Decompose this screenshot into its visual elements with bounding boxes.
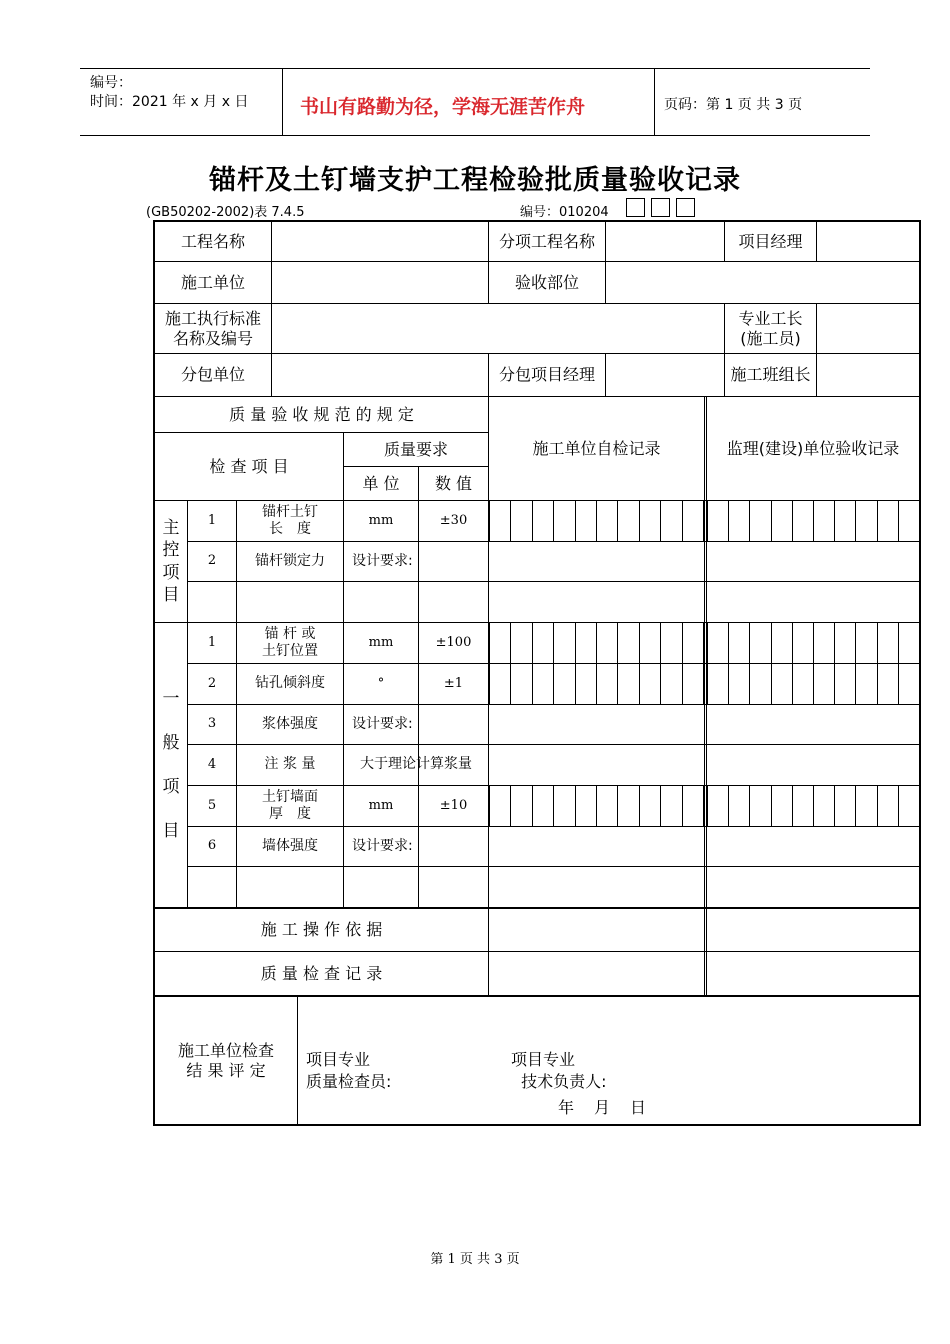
row-rule — [187, 866, 921, 867]
item-requirement: 大于理论计算浆量 — [360, 756, 472, 773]
subcontract-unit-label: 分包单位 — [180, 365, 245, 384]
value-header: 数 值 — [434, 473, 473, 493]
quality-requirement-header: 质量要求 — [383, 439, 448, 459]
foreman-field[interactable] — [817, 304, 919, 353]
item-number: 4 — [207, 756, 217, 772]
operation-basis-field[interactable] — [489, 909, 919, 951]
supervision-cells[interactable] — [707, 623, 920, 663]
item-name: 浆体强度 — [262, 715, 318, 732]
acceptance-part-field[interactable] — [606, 262, 919, 303]
doc-time-label: 时间：2021 年 x 月 x 日 — [90, 94, 249, 110]
item-unit: ° — [377, 675, 385, 691]
standard-reference: (GB50202-2002)表 7.4.5 — [146, 205, 305, 220]
sub-project-name-label: 分项工程名称 — [498, 231, 595, 251]
item-number: 2 — [207, 553, 217, 569]
self-check-cells[interactable] — [489, 501, 704, 541]
supervision-cells[interactable] — [707, 664, 920, 704]
item-value: ±10 — [439, 797, 468, 813]
unit-header: 单 位 — [362, 473, 400, 493]
general-items-group-label: 一 般 项 目 — [162, 688, 180, 842]
sub-project-manager-field[interactable] — [606, 354, 724, 396]
col-rule — [297, 995, 298, 1125]
header-top-rule — [80, 68, 870, 69]
item-number: 2 — [207, 675, 217, 691]
evaluation-date[interactable]: 年 月 日 — [558, 1098, 649, 1117]
foreman-label: 专业工长 (施工员) — [738, 308, 803, 348]
number-box[interactable] — [651, 198, 670, 217]
item-requirement: 设计要求: — [352, 716, 413, 732]
item-name: 锚杆土钉 长 度 — [262, 504, 318, 537]
item-requirement: 设计要求: — [352, 838, 413, 854]
item-unit: mm — [368, 797, 394, 813]
technical-lead-signature[interactable]: 项目专业 技术负责人: — [511, 1050, 607, 1092]
spec-title: 质 量 验 收 规 范 的 规 定 — [229, 404, 414, 424]
number-box[interactable] — [676, 198, 695, 217]
main-items-group-label: 主 控 项 目 — [162, 518, 180, 605]
item-name: 注 浆 量 — [264, 756, 316, 773]
form-number-label: 编号：010204 — [520, 205, 609, 220]
item-name: 土钉墙面 厚 度 — [262, 789, 318, 822]
check-items-header: 检 查 项 目 — [209, 456, 289, 476]
standard-name-field[interactable] — [272, 304, 724, 353]
operation-basis-label: 施 工 操 作 依 据 — [260, 920, 383, 939]
item-number: 1 — [207, 512, 217, 528]
item-name: 墙体强度 — [262, 837, 318, 854]
self-check-header: 施工单位自检记录 — [532, 438, 661, 458]
item-requirement: 设计要求: — [352, 553, 413, 569]
item-name: 锚 杆 或 土钉位置 — [262, 626, 318, 659]
construction-unit-label: 施工单位 — [180, 272, 245, 292]
page-number-label: 页码：第 1 页 共 3 页 — [664, 97, 803, 113]
team-leader-field[interactable] — [817, 354, 919, 396]
item-name: 锚杆锁定力 — [255, 552, 325, 569]
project-manager-field[interactable] — [817, 222, 919, 261]
self-check-cells[interactable] — [489, 664, 704, 704]
item-number: 1 — [207, 634, 217, 650]
project-manager-label: 项目经理 — [738, 231, 803, 251]
item-name: 钻孔倾斜度 — [255, 675, 325, 692]
item-number: 3 — [207, 716, 217, 732]
item-value: ±1 — [443, 675, 464, 691]
row-rule — [187, 581, 921, 582]
evaluation-label: 施工单位检查 结 果 评 定 — [177, 1040, 274, 1080]
self-check-cells[interactable] — [489, 786, 704, 826]
number-box[interactable] — [626, 198, 645, 217]
header-divider — [654, 68, 655, 136]
document-title: 锚杆及土钉墙支护工程检验批质量验收记录 — [209, 165, 741, 196]
sub-project-manager-label: 分包项目经理 — [498, 365, 595, 384]
item-number: 5 — [207, 797, 217, 813]
header-motto: 书山有路勤为径，学海无涯苦作舟 — [300, 96, 586, 118]
header-bottom-rule — [80, 135, 870, 136]
supervision-cells[interactable] — [707, 501, 920, 541]
item-number: 6 — [207, 838, 217, 854]
page-footer: 第 1 页 共 3 页 — [430, 1252, 520, 1267]
item-value: ±30 — [439, 512, 468, 528]
supervision-cells[interactable] — [707, 786, 920, 826]
subcontract-unit-field[interactable] — [272, 354, 488, 396]
sub-project-name-field[interactable] — [606, 222, 724, 261]
acceptance-part-label: 验收部位 — [514, 272, 579, 292]
item-unit: mm — [368, 634, 394, 650]
quality-record-field[interactable] — [489, 952, 919, 995]
header-divider — [282, 68, 283, 136]
project-name-label: 工程名称 — [180, 231, 245, 251]
project-name-field[interactable] — [272, 222, 488, 261]
team-leader-label: 施工班组长 — [730, 365, 811, 384]
col-rule — [704, 396, 705, 996]
doc-code-label: 编号： — [90, 75, 132, 91]
item-value: ±100 — [435, 634, 472, 650]
quality-inspector-signature[interactable]: 项目专业 质量检查员: — [306, 1050, 392, 1092]
construction-unit-field[interactable] — [272, 262, 488, 303]
item-unit: mm — [368, 512, 394, 528]
self-check-cells[interactable] — [489, 623, 704, 663]
standard-name-label: 施工执行标准 名称及编号 — [164, 308, 261, 348]
quality-record-label: 质 量 检 查 记 录 — [260, 963, 383, 983]
supervision-header: 监理(建设)单位验收记录 — [726, 438, 900, 458]
